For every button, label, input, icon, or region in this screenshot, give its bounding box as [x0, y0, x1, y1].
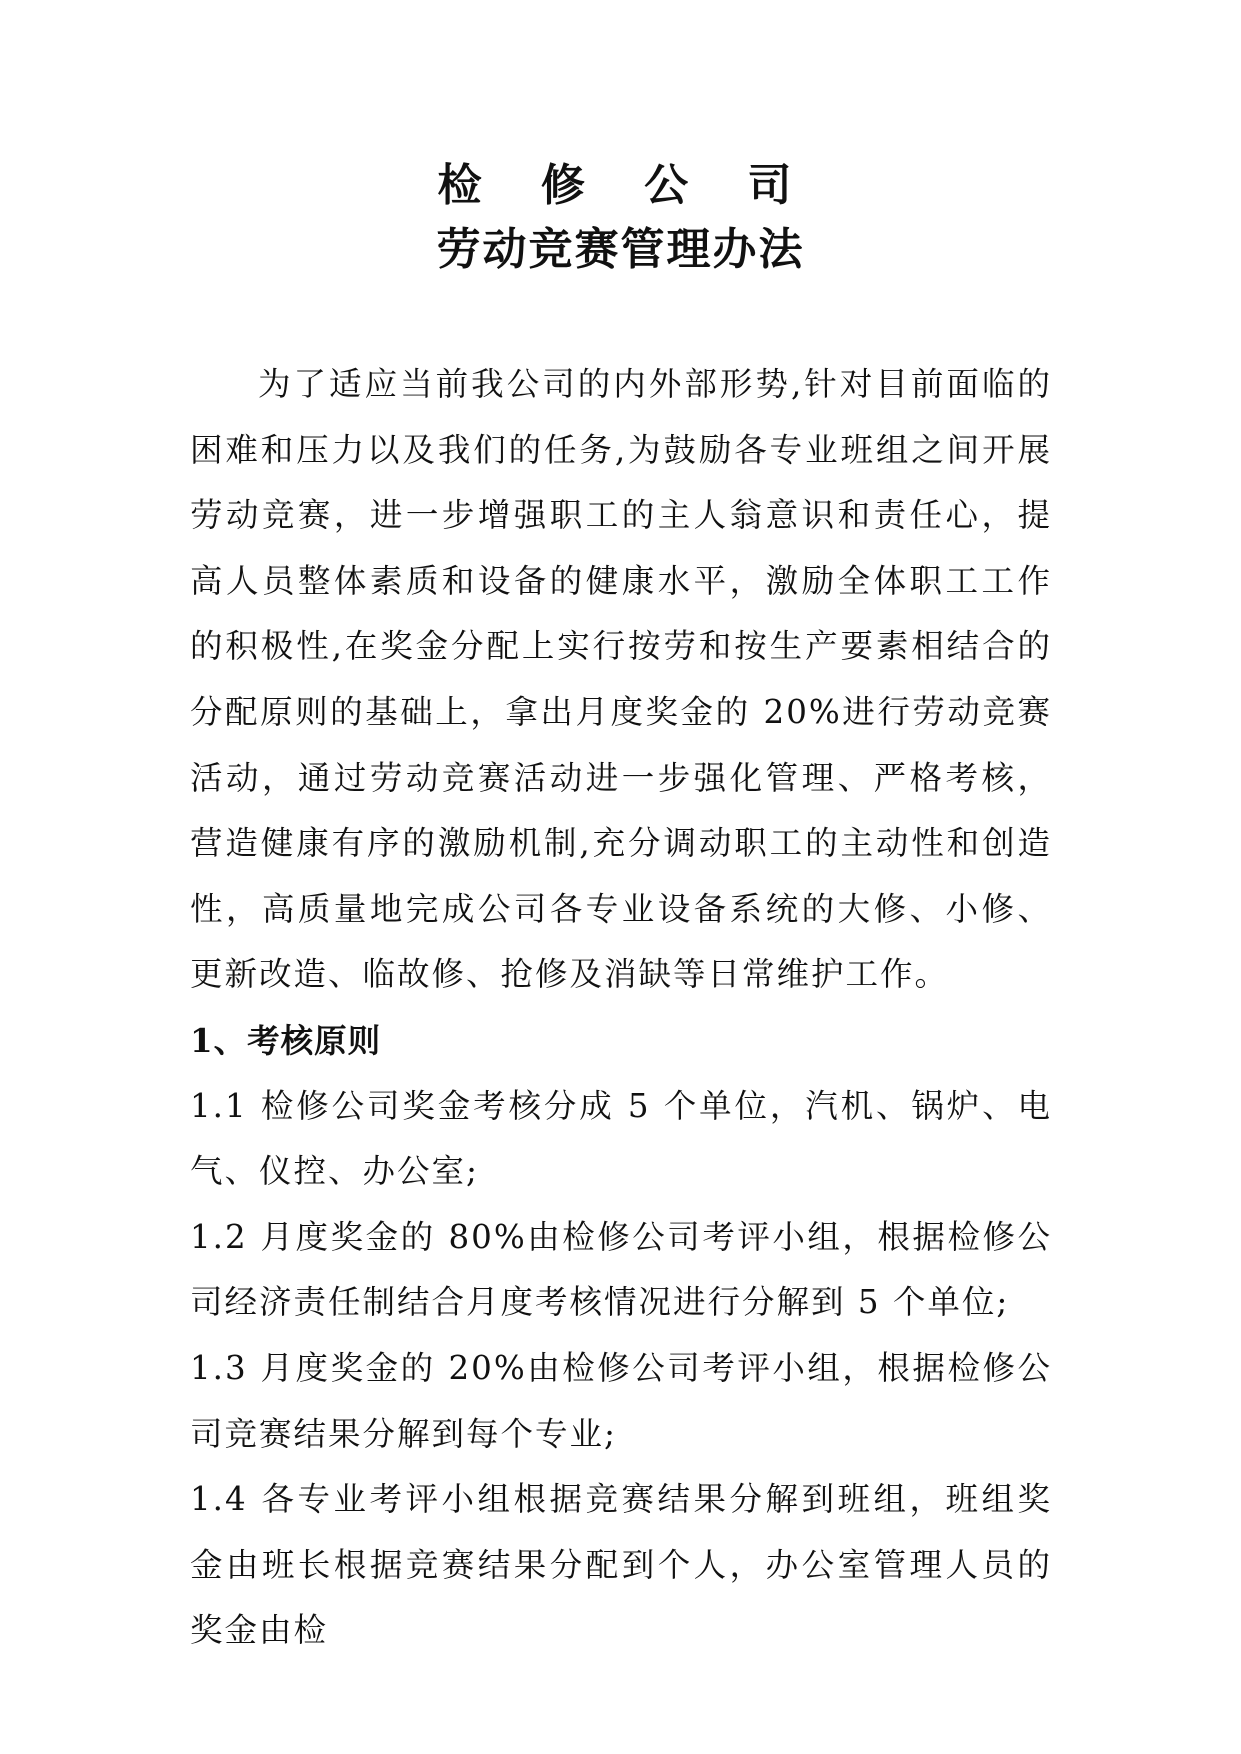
clause-1-4: 1.4 各专业考评小组根据竞赛结果分解到班组，班组奖金由班长根据竞赛结果分配到个人，办公室管理人员的奖金由检 [190, 1480, 1052, 1650]
intro-paragraph: 为了适应当前我公司的内外部形势,针对目前面临的困难和压力以及我们的任务,为鼓励各专业班组之间开展劳动竞赛，进一步增强职工的主人翁意识和责任心，提高人员整体素质和设备的健康水平，激励全体职工工作的积极性,在奖金分配上实行按劳和按生产要素相结合的分配原则的基础上，拿出月度奖金的 20%进行劳动竞赛活动，通过劳动竞赛活动进一步强化管理、严格考核，营造健康有序的激励机制,充分调动职工的主动性和创造性，高质量地完成公司各专业设备系统的大修、小修、更新改造、临故修、抢修及消缺等日常维护工作。 [190, 365, 1052, 994]
document-title-main: 劳动竞赛管理办法 [436, 224, 805, 275]
clause-1-2: 1.2 月度奖金的 80%由检修公司考评小组，根据检修公司经济责任制结合月度考核情况进行分解到 5 个单位; [190, 1217, 1052, 1322]
clause-1-1: 1.1 检修公司奖金考核分成 5 个单位，汽机、锅炉、电气、仪控、办公室; [190, 1086, 1052, 1191]
document-body [190, 352, 1052, 1664]
document-title-company: 检 修 公 司 [437, 160, 814, 211]
section-heading-assessment-principles: 1、考核原则 [190, 1020, 382, 1060]
clause-1-3: 1.3 月度奖金的 20%由检修公司考评小组，根据检修公司竞赛结果分解到每个专业; [190, 1348, 1052, 1453]
